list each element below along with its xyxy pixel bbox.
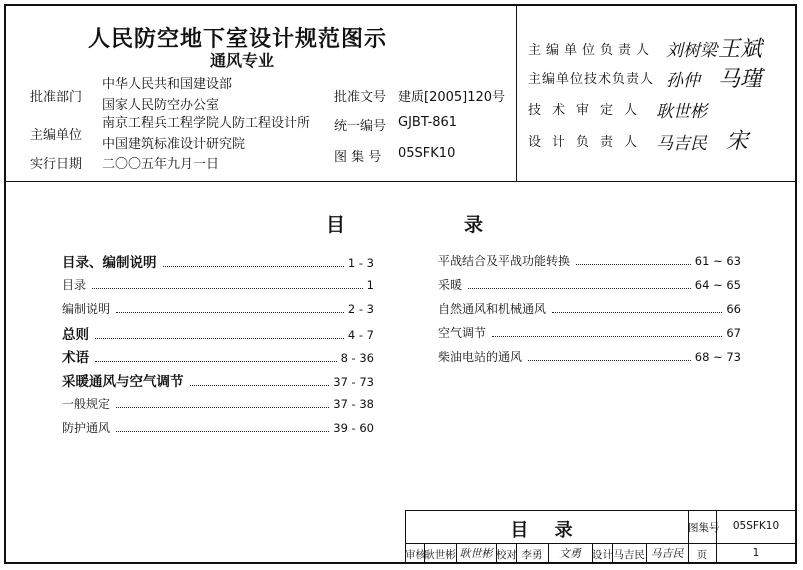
toc-item[interactable] (62, 419, 374, 436)
editor-unit-value-1: 南京工程兵工程学院人防工程设计所 (102, 116, 311, 131)
leader-dots (576, 264, 691, 265)
responsible-name-2: 孙仲 (666, 71, 700, 91)
approval-no-value: 建质[2005]120号 (398, 90, 506, 105)
responsible-role-2: 主编单位技术负责人 (528, 72, 655, 87)
checker-name: 李勇 (521, 549, 543, 561)
unified-no-value: GJBT-861 (398, 115, 458, 130)
editor-unit-value-2: 中国建筑标准设计研究院 (102, 137, 246, 152)
leader-dots (92, 288, 363, 289)
title-block-top-border (405, 510, 796, 511)
toc-item-title: 一般规定 (62, 397, 111, 411)
toc-item-pages: 1 - 3 (347, 256, 374, 270)
leader-dots (468, 288, 691, 289)
toc-item[interactable] (62, 346, 374, 366)
leader-dots (116, 312, 344, 313)
responsible-sig-1: 王斌 (718, 37, 763, 62)
approval-dept-value-2: 国家人民防空办公室 (102, 98, 220, 113)
leader-dots (95, 338, 344, 339)
toc-item-pages: 4 - 7 (347, 328, 374, 342)
responsible-sig-4: 宋 (726, 129, 749, 154)
responsible-sig-2: 马瑾 (718, 67, 763, 92)
page-number: 1 (752, 547, 760, 559)
reviewer-signature: 耿世彬 (459, 547, 493, 560)
toc-item[interactable] (62, 395, 374, 412)
toc-item-title: 目录 (62, 278, 87, 292)
toc-item[interactable] (438, 300, 741, 317)
toc-item[interactable] (62, 323, 374, 343)
toc-item-pages: 1 (366, 278, 374, 292)
toc-item[interactable] (438, 276, 741, 293)
toc-item-title: 目录、编制说明 (62, 255, 157, 271)
responsible-name-4: 马吉民 (656, 134, 707, 154)
toc-item[interactable] (62, 370, 374, 390)
toc-item-pages: 67 (726, 326, 741, 340)
leader-dots (528, 360, 691, 361)
toc-item-pages: 64 ~ 65 (694, 278, 741, 292)
designer-name: 马吉民 (613, 549, 645, 561)
leader-dots (95, 361, 337, 362)
toc-item[interactable] (438, 348, 741, 365)
toc-heading-left: 目 (326, 214, 346, 236)
toc-item-title: 采暖通风与空气调节 (62, 374, 184, 390)
toc-item-pages: 8 - 36 (340, 351, 374, 365)
toc-item-title: 空气调节 (438, 326, 487, 340)
toc-item-title: 平战结合及平战功能转换 (438, 254, 571, 268)
leader-dots (116, 431, 329, 432)
toc-item-pages: 66 (726, 302, 741, 316)
toc-item-pages: 2 - 3 (347, 302, 374, 316)
atlas-no-label: 图 集 号 (334, 150, 382, 165)
toc-item-title: 采暖 (438, 278, 463, 292)
designer-signature: 马吉民 (650, 547, 684, 560)
leader-dots (190, 385, 330, 386)
unified-no-label: 统一编号 (334, 119, 387, 134)
approval-no-label: 批准文号 (334, 90, 387, 105)
toc-item[interactable] (438, 252, 741, 269)
toc-item-pages: 39 - 60 (333, 421, 374, 435)
effective-date-value: 二〇〇五年九月一日 (102, 157, 220, 172)
checker-signature: 文勇 (559, 547, 581, 560)
atlas-no-cell-label: 图集号 (688, 522, 720, 534)
toc-item[interactable] (438, 324, 741, 341)
leader-dots (552, 312, 722, 313)
leader-dots (116, 407, 329, 408)
drawing-title: 目 录 (510, 520, 583, 541)
toc-item-pages: 61 ~ 63 (694, 254, 741, 268)
toc-item-pages: 37 - 38 (333, 397, 374, 411)
toc-item[interactable] (62, 276, 374, 293)
approval-dept-label: 批准部门 (30, 90, 83, 105)
leader-dots (163, 266, 344, 267)
editor-unit-label: 主编单位 (30, 128, 83, 143)
toc-item[interactable] (62, 251, 374, 271)
reviewer-label: 审核 (405, 549, 426, 561)
toc-item-pages: 37 - 73 (333, 375, 374, 389)
responsible-name-3: 耿世彬 (656, 102, 707, 122)
responsible-role-3: 技术审定人 (528, 103, 649, 118)
toc-item-title: 总则 (62, 327, 89, 343)
atlas-no-value: 05SFK10 (398, 146, 456, 161)
leader-dots (492, 336, 722, 337)
toc-item-title: 柴油电站的通风 (438, 350, 523, 364)
header-divider (5, 181, 796, 182)
checker-label: 校对 (496, 549, 517, 561)
header-vertical-divider (516, 5, 517, 181)
responsible-role-4: 设计负责人 (528, 135, 649, 150)
toc-item[interactable] (62, 300, 374, 317)
responsible-role-1: 主编单位负责人 (528, 43, 655, 58)
page-label: 页 (696, 549, 708, 561)
effective-date-label: 实行日期 (30, 157, 83, 172)
toc-heading-right: 录 (464, 214, 484, 236)
title-block-mid-line (405, 543, 796, 544)
page-subtitle: 通风专业 (210, 51, 275, 70)
toc-item-title: 防护通风 (62, 421, 111, 435)
toc-item-title: 编制说明 (62, 302, 111, 316)
reviewer-name: 耿世彬 (424, 549, 456, 561)
designer-label: 设计 (592, 549, 613, 561)
toc-item-title: 术语 (62, 350, 89, 366)
atlas-no-cell-value: 05SFK10 (732, 520, 780, 532)
toc-item-title: 自然通风和机械通风 (438, 302, 547, 316)
approval-dept-value-1: 中华人民共和国建设部 (102, 77, 233, 92)
responsible-name-1: 刘树梁 (666, 41, 717, 61)
page-title: 人民防空地下室设计规范图示 (88, 27, 388, 52)
toc-item-pages: 68 ~ 73 (694, 350, 741, 364)
